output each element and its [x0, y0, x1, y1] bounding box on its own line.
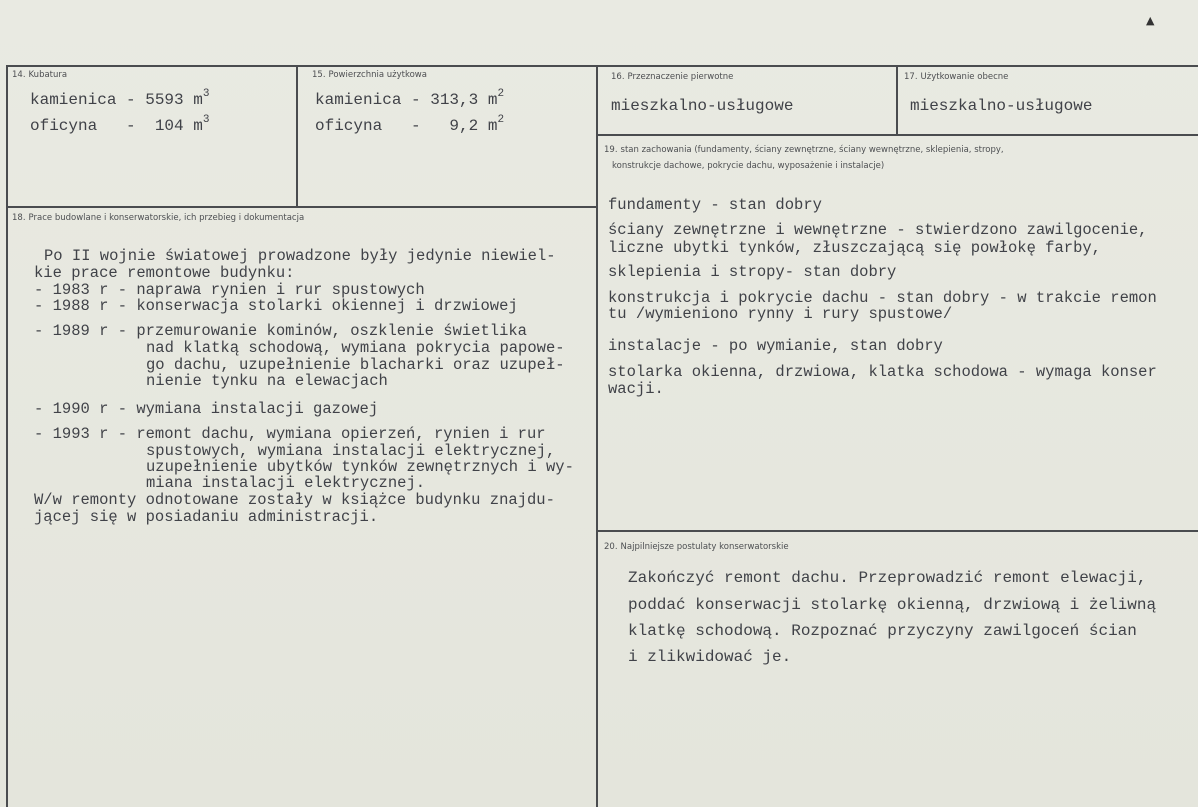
- stan-line-8: stolarka okienna, drzwiowa, klatka schodowa - wymaga konser: [608, 363, 1157, 381]
- powierzchnia-line-1: kamienica - 313,3 $m^2$: [315, 88, 505, 109]
- field-20-label: 20. Najpilniejsze postulaty konserwatorskie: [604, 542, 789, 552]
- prace-1993-3: uzupełnienie ubytków tynków zewnętrznych i wy-: [146, 458, 574, 476]
- prace-intro-2: kie prace remontowe budynku:: [34, 264, 295, 282]
- postulaty-line-2: poddać konserwacji stolarkę okienną, drzwiową i żeliwną: [628, 596, 1157, 614]
- prace-1989-3: go dachu, uzupełnienie blacharki oraz uzupeł-: [146, 356, 565, 374]
- field-16-label: 16. Przeznaczenie pierwotne: [611, 72, 734, 82]
- field-18-label: 18. Prace budowlane i konserwatorskie, ich przebieg i dokumentacja: [12, 213, 305, 223]
- prace-1993-2: spustowych, wymiana instalacji elektrycznej,: [146, 442, 556, 460]
- divider-15-16: [596, 65, 598, 807]
- stan-line-5: konstrukcja i pokrycie dachu - stan dobry - w trakcie remon: [608, 289, 1157, 307]
- postulaty-line-1: Zakończyć remont dachu. Przeprowadzić remont elewacji,: [628, 569, 1147, 587]
- postulaty-line-3: klatkę schodową. Rozpoznać przyczyny zawilgoceń ścian: [628, 622, 1137, 640]
- field-19-label-line-1: 19. stan zachowania (fundamenty, ściany zewnętrzne, ściany wewnętrzne, sklepienia, stropy,: [604, 145, 1004, 155]
- stan-line-4: sklepienia i stropy- stan dobry: [608, 263, 897, 281]
- stan-line-3: liczne ubytki tynków, złuszczającą się powłokę farby,: [608, 239, 1101, 257]
- powierzchnia-line-2: oficyna - 9,2 $m^2$: [315, 114, 505, 135]
- prace-1993-4: miana instalacji elektrycznej.: [146, 474, 426, 492]
- prace-1993-1: - 1993 r - remont dachu, wymiana opierzeń, rynien i rur: [34, 425, 546, 443]
- przeznaczenie-value: mieszkalno-usługowe: [611, 97, 794, 115]
- divider-16-17: [896, 65, 898, 135]
- field-14-label: 14. Kubatura: [12, 70, 68, 80]
- prace-1990: - 1990 r - wymiana instalacji gazowej: [34, 400, 379, 418]
- rule-under-14-15: [6, 206, 596, 208]
- stan-line-1: fundamenty - stan dobry: [608, 196, 822, 214]
- postulaty-line-4: i zlikwidować je.: [628, 648, 792, 666]
- prace-outro-2: jącej się w posiadaniu administracji.: [34, 508, 379, 526]
- prace-1989-4: nienie tynku na elewacjach: [146, 372, 388, 390]
- field-19-label-line-2: konstrukcje dachowe, pokrycie dachu, wyposażenie i instalacje): [612, 161, 885, 171]
- rule-under-16-17: [596, 134, 1198, 136]
- kubatura-line-1: kamienica - 5593 $m^3$: [30, 88, 210, 109]
- prace-outro-1: W/w remonty odnotowane zostały w książce budynku znajdu-: [34, 491, 555, 509]
- prace-1989-1: - 1989 r - przemurowanie kominów, oszklenie świetlika: [34, 322, 527, 340]
- stan-line-7: instalacje - po wymianie, stan dobry: [608, 337, 943, 355]
- left-border: [6, 65, 8, 807]
- rule-above-20: [596, 530, 1198, 532]
- stan-line-6: tu /wymieniono rynny i rury spustowe/: [608, 305, 953, 323]
- field-17-label: 17. Użytkowanie obecne: [904, 72, 1009, 82]
- prace-1988: - 1988 r - konserwacja stolarki okiennej i drzwiowej: [34, 297, 518, 315]
- prace-1989-2: nad klatką schodową, wymiana pokrycia papowe-: [146, 339, 565, 357]
- kubatura-line-2: oficyna - 104 $m^3$: [30, 114, 210, 135]
- stan-line-9: wacji.: [608, 380, 664, 398]
- field-15-label: 15. Powierzchnia użytkowa: [312, 70, 427, 80]
- uzytkowanie-value: mieszkalno-usługowe: [910, 97, 1093, 115]
- stan-line-2: ściany zewnętrzne i wewnętrzne - stwierdzono zawilgocenie,: [608, 221, 1148, 239]
- prace-1983: - 1983 r - naprawa rynien i rur spustowych: [34, 281, 425, 299]
- corner-mark: ▲: [1146, 14, 1155, 27]
- divider-14-15: [296, 65, 298, 207]
- prace-intro-1: Po II wojnie światowej prowadzone były jedynie niewiel-: [44, 247, 556, 265]
- top-rule: [6, 65, 1198, 67]
